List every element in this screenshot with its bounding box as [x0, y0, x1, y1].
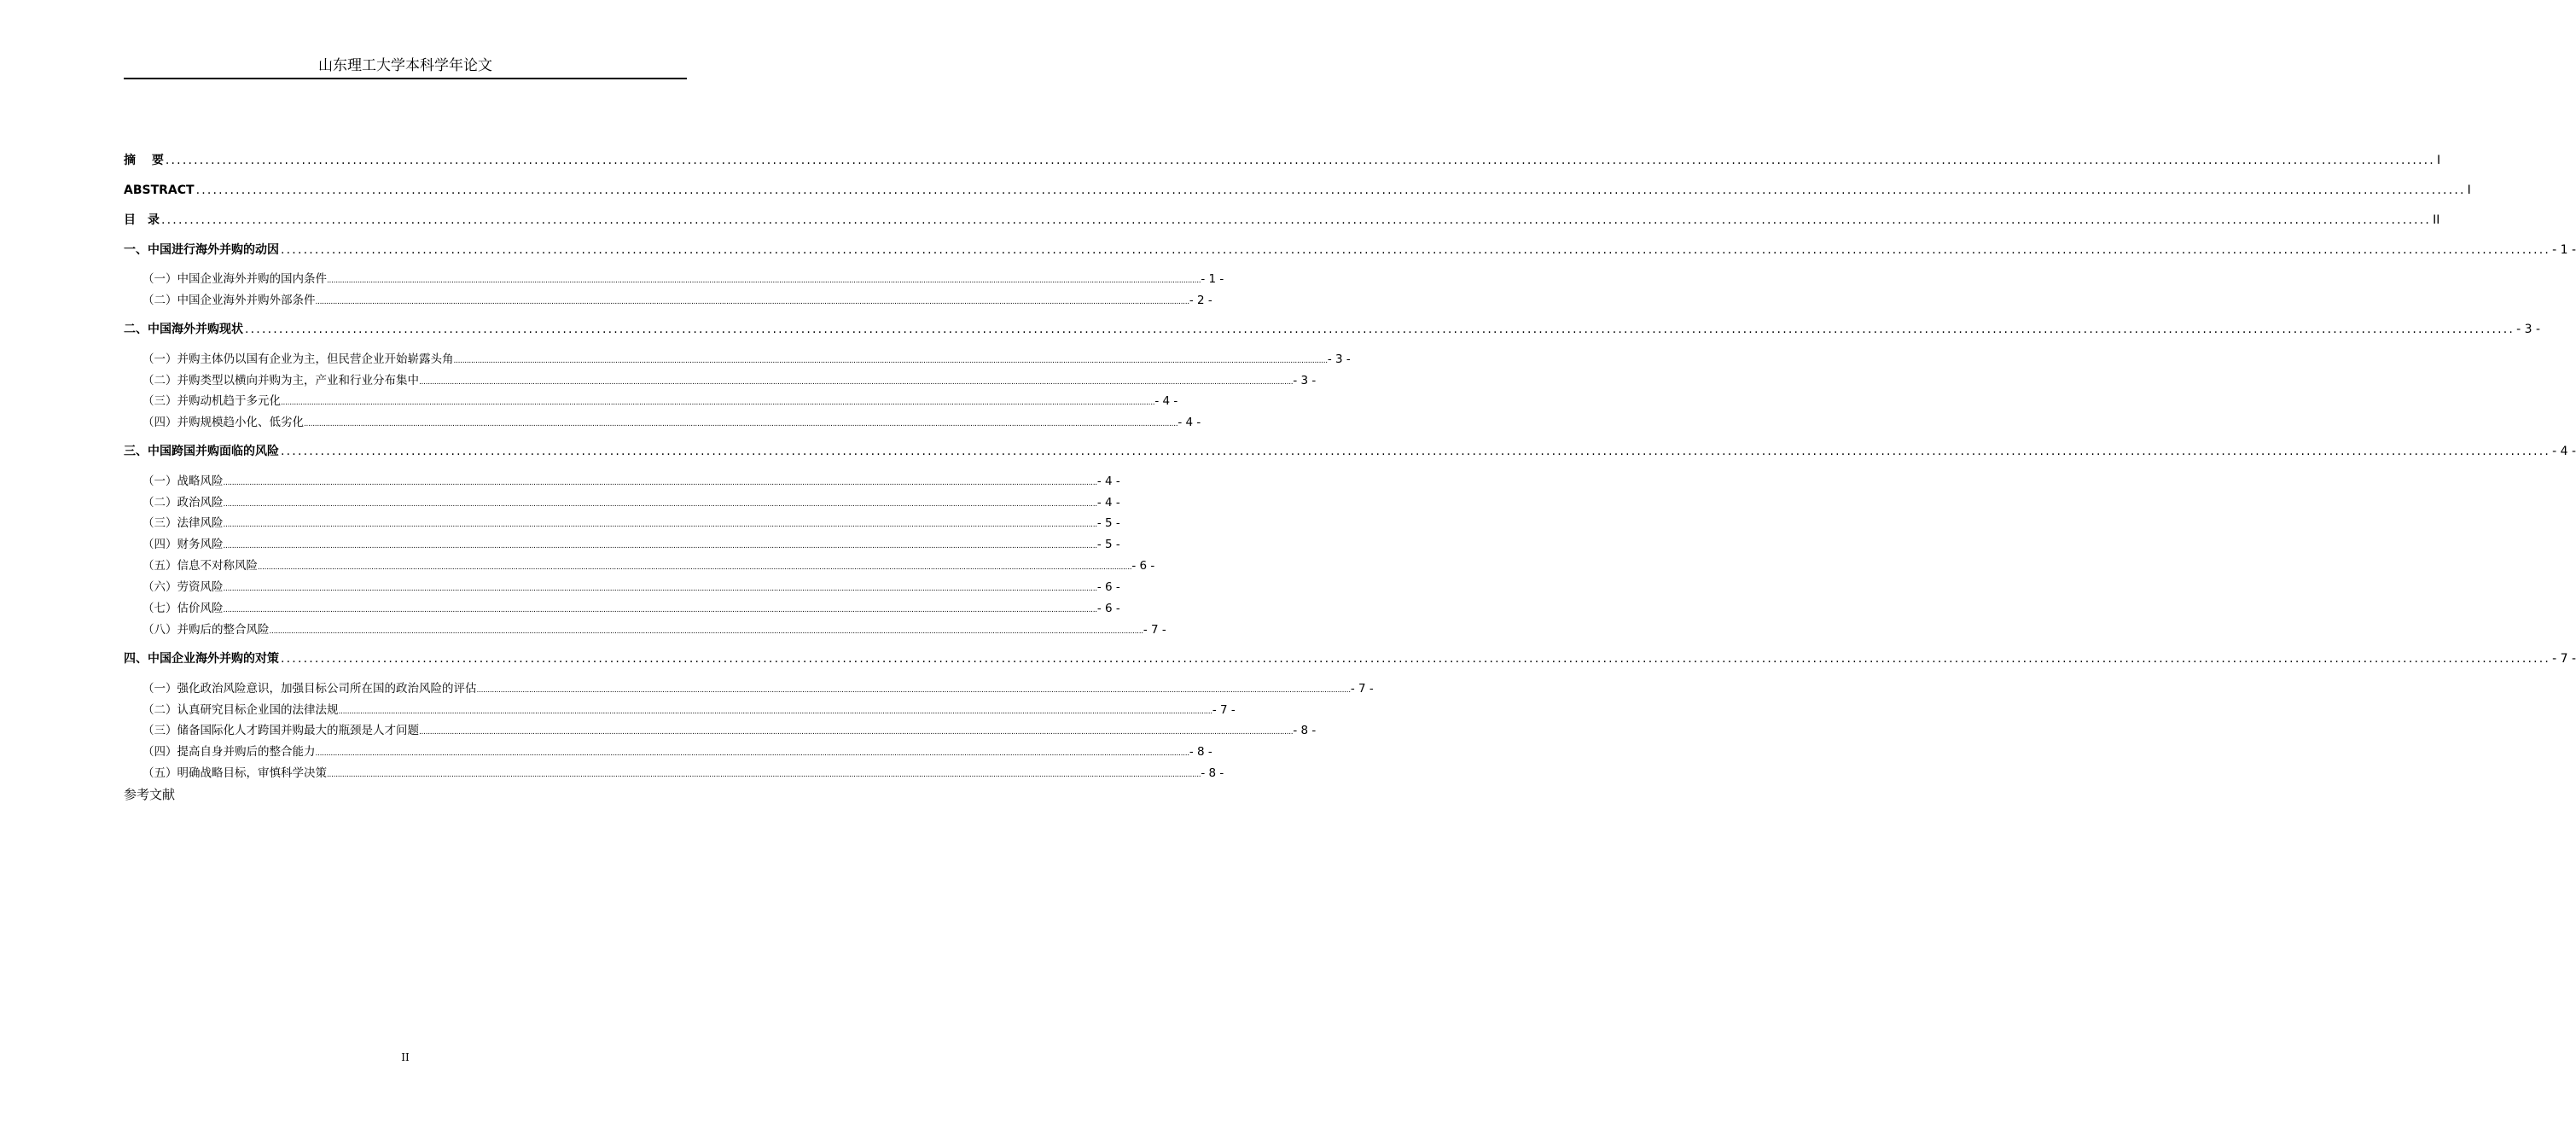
toc-entry-page: - 1 - — [2552, 243, 2576, 257]
toc-entry-section[interactable] — [124, 743, 1212, 760]
toc-entry-chapter[interactable] — [124, 212, 2440, 229]
toc-entry-title: 四、中国企业海外并购的对策 — [124, 652, 279, 666]
toc-entry-chapter[interactable] — [124, 650, 2576, 667]
toc-entry-page: I — [2467, 183, 2471, 197]
toc-entry-page: - 6 - — [1096, 580, 1120, 594]
toc-dot-leader: ................................................................................................................................................................................................................................................................................................................................................................................................................ — [161, 213, 2432, 227]
toc-entry-page: - 6 - — [1131, 559, 1155, 573]
toc-entry-page: - 4 - — [2552, 445, 2576, 458]
toc-entry-title: 一、中国进行海外并购的动因 — [124, 243, 279, 257]
toc-entry-page: - 2 - — [1189, 294, 1212, 307]
page-number: II — [401, 1051, 410, 1063]
toc-dot-leader: ................................................................................................................................................................................................................................................................................................................................................................................................................ — [327, 771, 1201, 779]
toc-entry-title: （一）战略风险 — [142, 475, 224, 488]
toc-entry-title: （五）信息不对称风险 — [142, 559, 258, 573]
toc-entry-title: （一）并购主体仍以国有企业为主，但民营企业开始崭露头角 — [142, 352, 454, 366]
toc-entry-section[interactable] — [124, 579, 1120, 596]
toc-entry-section[interactable] — [124, 372, 1317, 389]
toc-dot-leader: ................................................................................................................................................................................................................................................................................................................................................................................................................ — [281, 445, 2551, 458]
toc-dot-leader: ................................................................................................................................................................................................................................................................................................................................................................................................................ — [223, 521, 1097, 529]
toc-dot-leader: ................................................................................................................................................................................................................................................................................................................................................................................................................ — [269, 627, 1143, 636]
toc-entry-title: （三）法律风险 — [142, 516, 224, 530]
header-rule — [124, 78, 687, 79]
toc-entry-page: - 7 - — [1143, 623, 1166, 637]
toc-dot-leader: ................................................................................................................................................................................................................................................................................................................................................................................................................ — [258, 563, 1132, 572]
toc-entry-title: （二）中国企业海外并购外部条件 — [142, 294, 316, 307]
toc-references[interactable]: 参考文献 — [124, 787, 176, 802]
toc-entry-page: - 4 - — [1154, 394, 1178, 408]
toc-entry-page: - 3 - — [1327, 352, 1351, 366]
toc-dot-leader: ................................................................................................................................................................................................................................................................................................................................................................................................................ — [476, 686, 1351, 695]
toc-dot-leader: ................................................................................................................................................................................................................................................................................................................................................................................................................ — [195, 183, 2466, 197]
toc-entry-chapter[interactable] — [124, 182, 2471, 199]
toc-entry-section[interactable] — [124, 414, 1201, 431]
toc-entry-page: - 4 - — [1178, 416, 1201, 429]
toc-entry-page: - 8 - — [1201, 766, 1224, 780]
toc-entry-chapter[interactable] — [124, 242, 2576, 259]
toc-entry-page: I — [2436, 154, 2441, 167]
toc-entry-section[interactable] — [124, 292, 1212, 309]
toc-entry-section[interactable] — [124, 702, 1236, 719]
toc-entry-title: ABSTRACT — [124, 183, 195, 197]
toc-dot-leader: ................................................................................................................................................................................................................................................................................................................................................................................................................ — [165, 154, 2435, 167]
toc-entry-section[interactable] — [124, 680, 1374, 697]
toc-entry-title: 二、中国海外并购现状 — [124, 323, 243, 336]
toc-entry-title: （四）提高自身并购后的整合能力 — [142, 745, 316, 759]
toc-entry-title: （八）并购后的整合风险 — [142, 623, 270, 637]
toc-entry-chapter[interactable] — [124, 321, 2540, 338]
toc-entry-title: （二）认真研究目标企业国的法律法规 — [142, 703, 339, 717]
toc-entry-page: - 8 - — [1293, 724, 1317, 737]
toc-entry-title: （一）强化政治风险意识，加强目标公司所在国的政治风险的评估 — [142, 682, 477, 696]
toc-entry-page: - 3 - — [2516, 323, 2540, 336]
toc-entry-title: （四）并购规模趋小化、低劣化 — [142, 416, 304, 429]
toc-entry-section[interactable] — [124, 473, 1120, 490]
toc-entry-page: - 7 - — [1212, 703, 1236, 717]
toc-entry-section[interactable] — [124, 557, 1155, 574]
toc-entry-title: 摘 要 — [124, 154, 164, 167]
toc-entry-section[interactable] — [124, 765, 1224, 782]
toc-dot-leader: ................................................................................................................................................................................................................................................................................................................................................................................................................ — [304, 420, 1178, 428]
toc-dot-leader: ................................................................................................................................................................................................................................................................................................................................................................................................................ — [223, 479, 1097, 487]
toc-entry-section[interactable] — [124, 351, 1351, 368]
toc-entry-title: （六）劳资风险 — [142, 580, 224, 594]
toc-entry-title: （五）明确战略目标，审慎科学决策 — [142, 766, 327, 780]
toc-dot-leader: ................................................................................................................................................................................................................................................................................................................................................................................................................ — [223, 542, 1097, 550]
toc-entry-page: - 1 - — [1201, 272, 1224, 286]
toc-entry-title: 三、中国跨国并购面临的风险 — [124, 445, 279, 458]
toc-entry-section[interactable] — [124, 600, 1120, 617]
toc-entry-title: （二）并购类型以横向并购为主，产业和行业分布集中 — [142, 374, 419, 387]
toc-dot-leader: ................................................................................................................................................................................................................................................................................................................................................................................................................ — [327, 277, 1201, 285]
toc-entry-chapter[interactable] — [124, 443, 2576, 460]
toc-entry-title: （一）中国企业海外并购的国内条件 — [142, 272, 327, 286]
toc-entry-title: 目 录 — [124, 213, 160, 227]
toc-dot-leader: ................................................................................................................................................................................................................................................................................................................................................................................................................ — [419, 378, 1294, 387]
toc-dot-leader: ................................................................................................................................................................................................................................................................................................................................................................................................................ — [245, 323, 2515, 336]
toc-dot-leader: ................................................................................................................................................................................................................................................................................................................................................................................................................ — [281, 399, 1155, 407]
toc-entry-section[interactable] — [124, 393, 1178, 410]
toc-dot-leader: ................................................................................................................................................................................................................................................................................................................................................................................................................ — [338, 707, 1212, 716]
toc-dot-leader: ................................................................................................................................................................................................................................................................................................................................................................................................................ — [315, 298, 1189, 306]
toc-entry-title: （四）财务风险 — [142, 538, 224, 551]
toc-dot-leader: ................................................................................................................................................................................................................................................................................................................................................................................................................ — [281, 243, 2551, 257]
toc-entry-title: （三）并购动机趋于多元化 — [142, 394, 281, 408]
toc-entry-section[interactable] — [124, 722, 1317, 739]
toc-entry-page: - 5 - — [1096, 516, 1120, 530]
toc-entry-title: （二）政治风险 — [142, 496, 224, 509]
toc-entry-section[interactable] — [124, 515, 1120, 532]
toc-entry-page: - 6 - — [1096, 602, 1120, 615]
toc-dot-leader: ................................................................................................................................................................................................................................................................................................................................................................................................................ — [223, 500, 1097, 509]
toc-entry-page: II — [2433, 213, 2440, 227]
toc-entry-page: - 7 - — [2552, 652, 2576, 666]
toc-entry-page: - 3 - — [1293, 374, 1317, 387]
toc-dot-leader: ................................................................................................................................................................................................................................................................................................................................................................................................................ — [315, 749, 1189, 758]
toc-entry-page: - 8 - — [1189, 745, 1212, 759]
toc-dot-leader: ................................................................................................................................................................................................................................................................................................................................................................................................................ — [419, 728, 1294, 737]
toc-entry-section[interactable] — [124, 271, 1224, 288]
toc-dot-leader: ................................................................................................................................................................................................................................................................................................................................................................................................................ — [223, 585, 1097, 593]
toc-entry-section[interactable] — [124, 494, 1120, 511]
toc-entry-title: （三）储备国际化人才跨国并购最大的瓶颈是人才问题 — [142, 724, 419, 737]
page-header-title: 山东理工大学本科学年论文 — [318, 57, 492, 74]
toc-entry-page: - 4 - — [1096, 496, 1120, 509]
toc-entry-title: （七）估价风险 — [142, 602, 224, 615]
toc-dot-leader: ................................................................................................................................................................................................................................................................................................................................................................................................................ — [223, 606, 1097, 614]
toc-entry-page: - 7 - — [1350, 682, 1374, 696]
toc-dot-leader: ................................................................................................................................................................................................................................................................................................................................................................................................................ — [281, 652, 2551, 666]
toc-entry-page: - 5 - — [1096, 538, 1120, 551]
toc-entry-page: - 4 - — [1096, 475, 1120, 488]
toc-dot-leader: ................................................................................................................................................................................................................................................................................................................................................................................................................ — [453, 357, 1328, 365]
toc-entry-chapter[interactable] — [124, 152, 2441, 169]
toc-entry-section[interactable] — [124, 536, 1120, 553]
toc-entry-section[interactable] — [124, 621, 1166, 638]
